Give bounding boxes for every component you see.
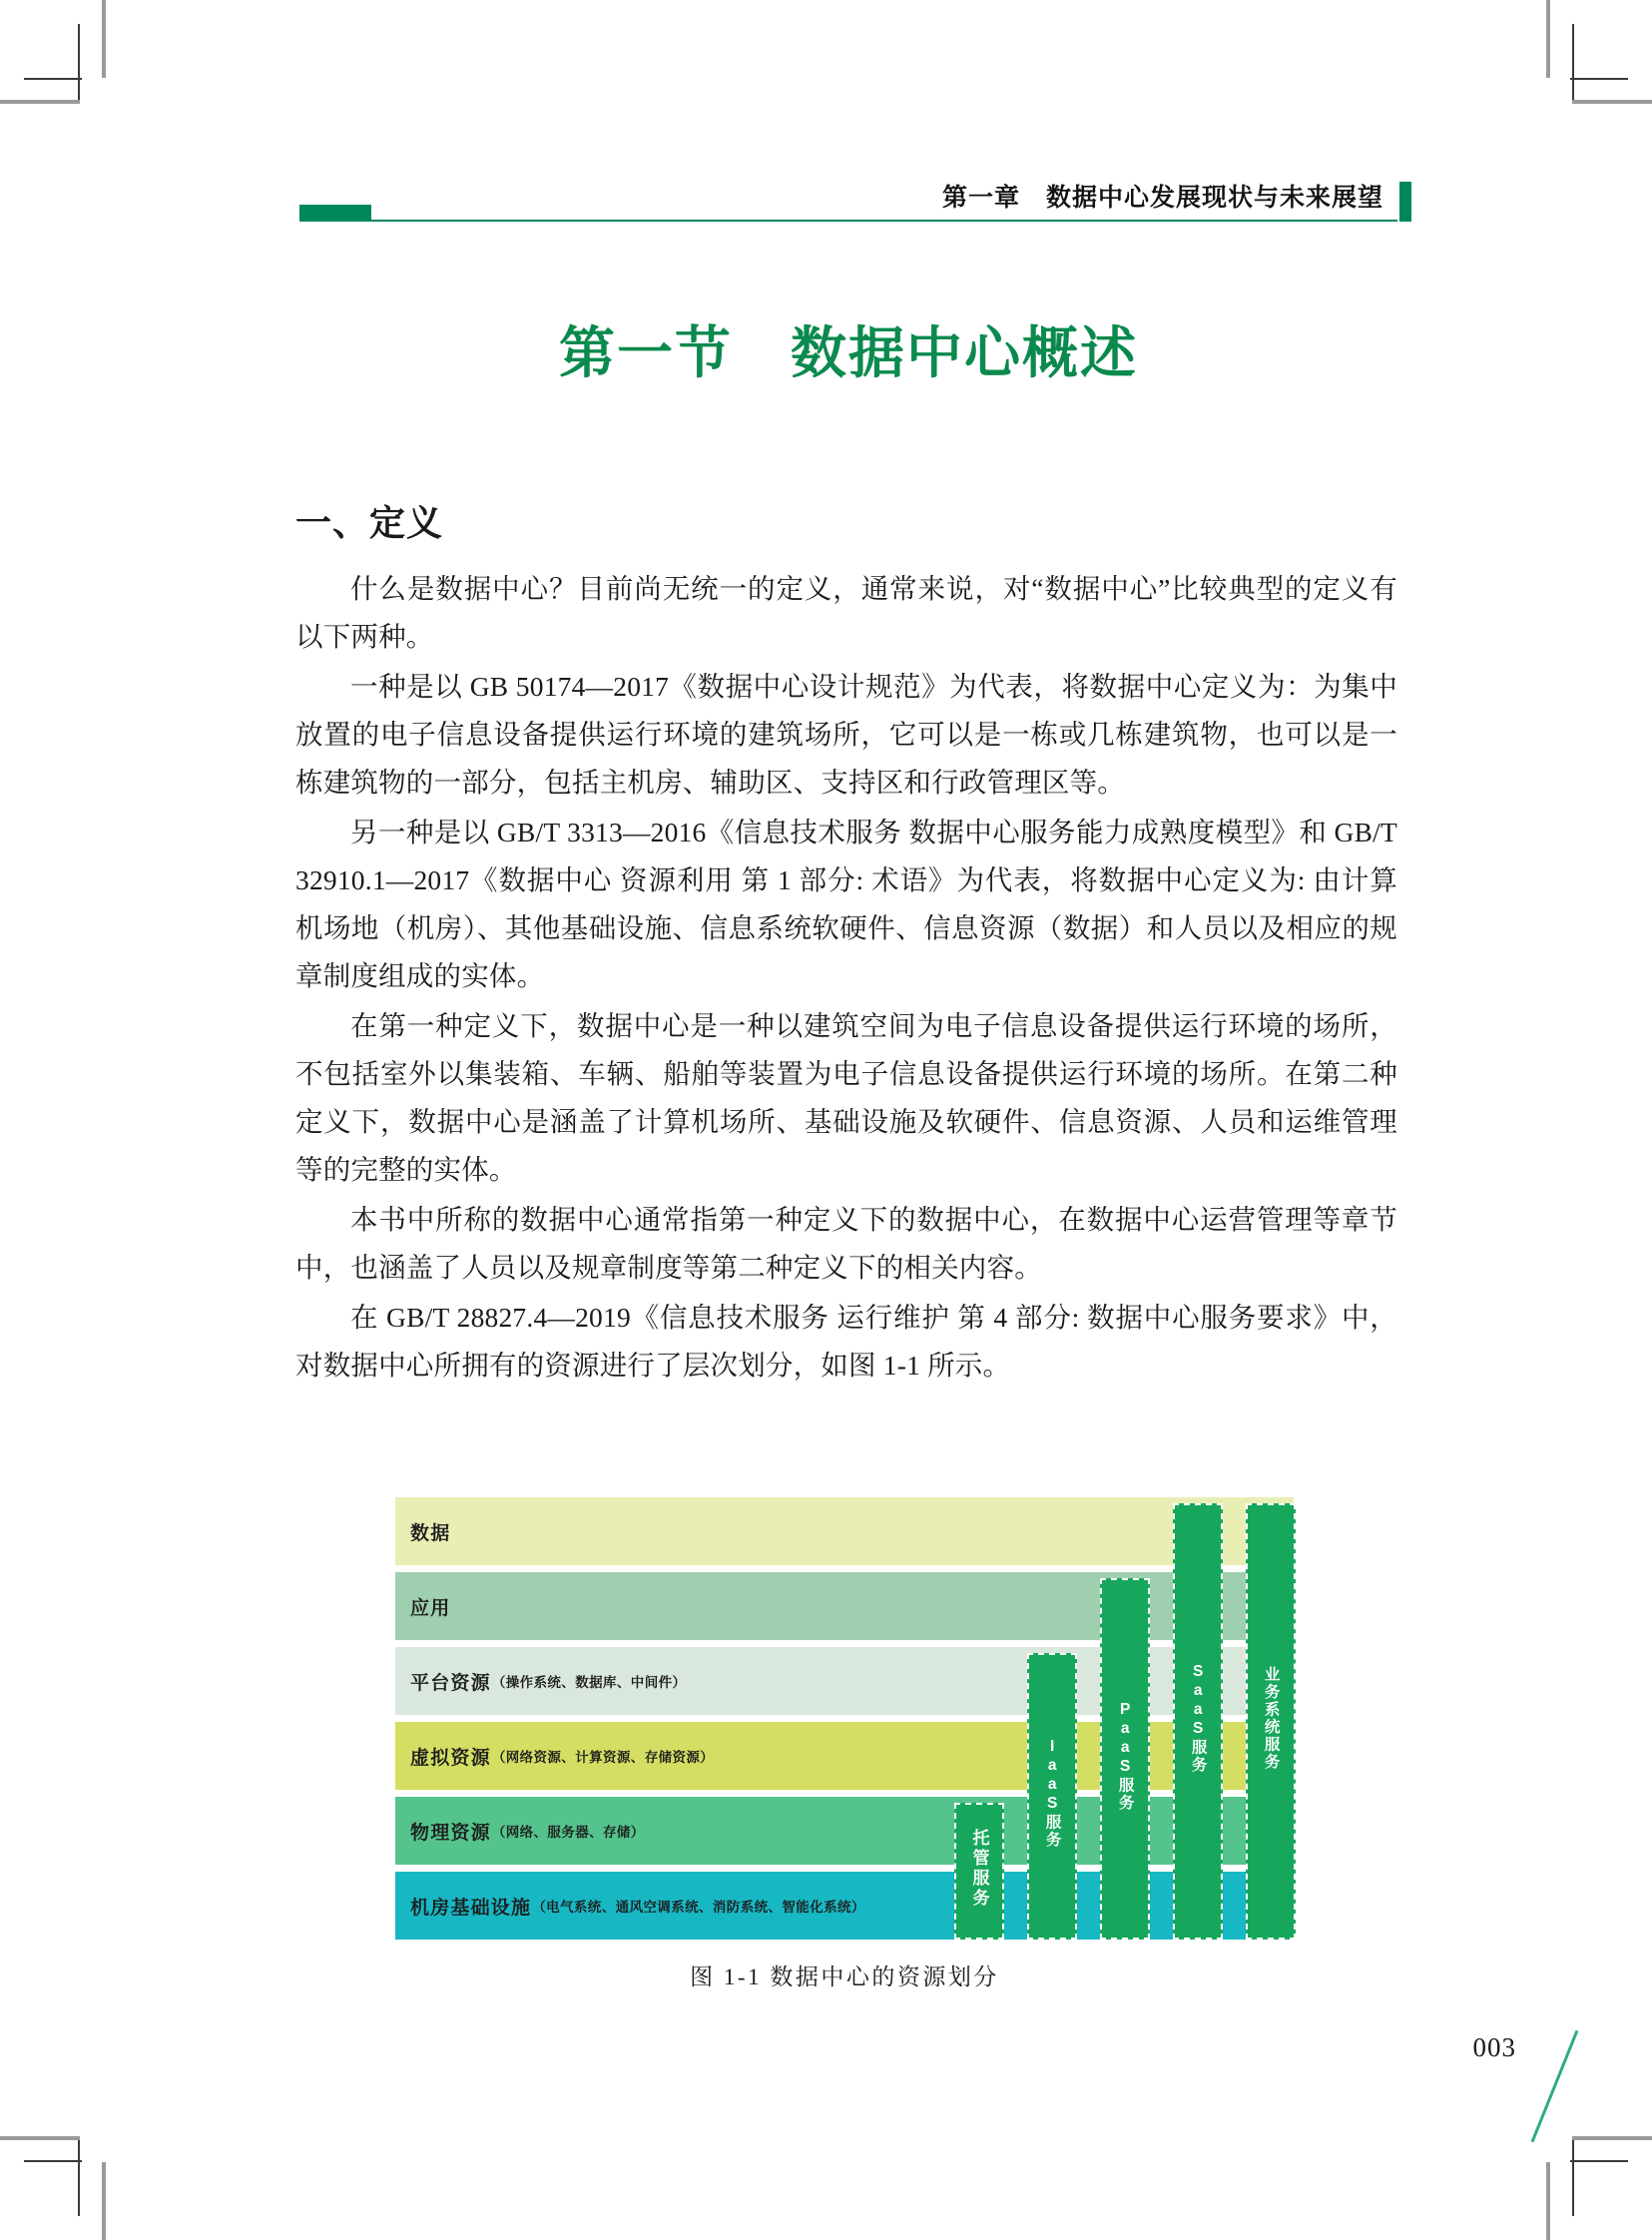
sub-heading: 一、定义 bbox=[295, 502, 444, 543]
body-paragraph: 在第一种定义下，数据中心是一种以建筑空间为电子信息设备提供运行环境的场所，不包括室外以集装箱、车辆、船舶等装置为电子信息设备提供运行环境的场所。在第二种定义下，数据中心是涵盖了计算机场所、基础设施及软硬件、信息资源、人员和运维管理等的完整的实体。 bbox=[295, 1010, 1397, 1185]
folio-slash-decoration bbox=[1531, 2030, 1579, 2142]
body-paragraph: 什么是数据中心？目前尚无统一的定义，通常来说，对“数据中心”比较典型的定义有以下两种。 bbox=[295, 573, 1397, 652]
service-column-label: 业务系统服务 bbox=[1262, 1666, 1280, 1771]
resource-layer bbox=[395, 1572, 1294, 1640]
body-paragraph: 本书中所称的数据中心通常指第一种定义下的数据中心，在数据中心运营管理等章节中，也涵盖了人员以及规章制度等第二种定义下的相关内容。 bbox=[295, 1204, 1397, 1283]
resource-layer-sublabel: （操作系统、数据库、中间件） bbox=[491, 1675, 687, 1690]
running-head-right-tab bbox=[1399, 182, 1411, 222]
service-column-label: SaaS服务 bbox=[1189, 1663, 1207, 1774]
resource-layer-sublabel: （电气系统、通风空调系统、消防系统、智能化系统） bbox=[532, 1900, 865, 1915]
service-column bbox=[1027, 1653, 1077, 1940]
figure-caption: 图 1-1 数据中心的资源划分 bbox=[690, 1964, 999, 1989]
resource-layer bbox=[395, 1872, 1294, 1940]
resource-layer-label: 应用 bbox=[410, 1597, 451, 1619]
resource-layer-label: 物理资源 bbox=[410, 1822, 491, 1844]
running-head-rule bbox=[299, 220, 1397, 222]
figure-resource-layers bbox=[395, 1497, 1294, 1940]
layer-stack bbox=[395, 1497, 1294, 1940]
running-head-text: 第一章 数据中心发展现状与未来展望 bbox=[941, 185, 1383, 212]
service-column-label: PaaS服务 bbox=[1116, 1700, 1134, 1812]
service-column-label: IaaS服务 bbox=[1043, 1738, 1061, 1849]
body-paragraph: 一种是以 GB 50174—2017《数据中心设计规范》为代表，将数据中心定义为：为集中放置的电子信息设备提供运行环境的建筑场所，它可以是一栋或几栋建筑物，也可以是一栋建筑物的一部分，包括主机房、辅助区、支持区和行政管理区等。 bbox=[295, 671, 1397, 798]
resource-layer bbox=[395, 1647, 1294, 1715]
resource-layer-sublabel: （网络资源、计算资源、存储资源） bbox=[491, 1750, 715, 1765]
body-paragraph: 另一种是以 GB/T 3313—2016《信息技术服务 数据中心服务能力成熟度模型》和 GB/T 32910.1—2017《数据中心 资源利用 第 1 部分: 术语》为代表，将数据中心定义为: 由计算机场地（机房）、其他基础设施、信息系统软硬件、信息资源（数据）和人员以及相应的规章制度组成的实体。 bbox=[295, 817, 1397, 991]
service-column bbox=[954, 1803, 1004, 1940]
service-column bbox=[1100, 1578, 1150, 1940]
body-paragraph: 在 GB/T 28827.4—2019《信息技术服务 运行维护 第 4 部分: 数据中心服务要求》中，对数据中心所拥有的资源进行了层次划分，如图 1-1 所示。 bbox=[295, 1302, 1397, 1381]
resource-layer bbox=[395, 1797, 1294, 1865]
page-number: 003 bbox=[1472, 2032, 1516, 2062]
resource-layer-label: 平台资源 bbox=[410, 1672, 491, 1694]
resource-layer-label: 数据 bbox=[410, 1522, 451, 1544]
resource-layer-label: 虚拟资源 bbox=[410, 1747, 491, 1769]
running-head bbox=[299, 176, 1397, 222]
service-column bbox=[1173, 1503, 1223, 1940]
resource-layer-sublabel: （网络、服务器、存储） bbox=[491, 1825, 645, 1840]
section-title: 第一节 数据中心概述 bbox=[559, 321, 1138, 384]
resource-layer bbox=[395, 1497, 1294, 1565]
running-head-left-tab bbox=[299, 205, 371, 222]
resource-layer bbox=[395, 1722, 1294, 1790]
resource-layer-label: 机房基础设施 bbox=[410, 1897, 532, 1919]
body-copy bbox=[295, 565, 1397, 1392]
service-column bbox=[1246, 1503, 1296, 1940]
service-column-label: 托管服务 bbox=[969, 1828, 989, 1909]
